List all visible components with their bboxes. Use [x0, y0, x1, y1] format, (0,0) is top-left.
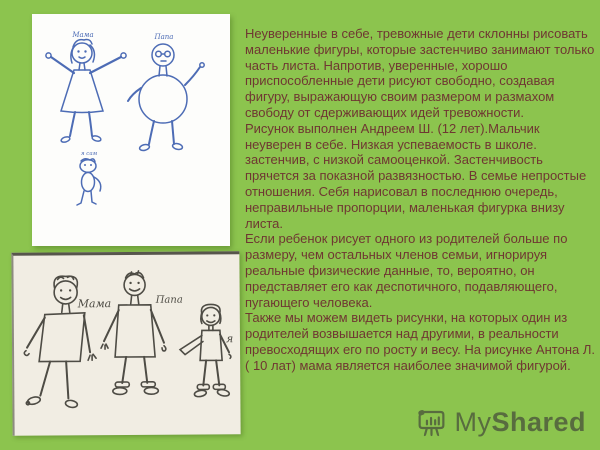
child-figure	[180, 304, 234, 397]
mama-leg-left	[40, 362, 50, 396]
mama-arm-right	[84, 315, 90, 352]
self-head	[80, 160, 96, 173]
child-arm-left	[180, 335, 203, 354]
papa-neck	[131, 295, 139, 304]
brand-shared: Shared	[491, 407, 586, 437]
mama-hair	[54, 276, 77, 288]
mom-leg-left	[70, 112, 75, 136]
papa-torso	[115, 305, 155, 357]
self-leg-right	[91, 191, 96, 204]
child-torso	[200, 330, 222, 360]
dad-arm-right	[185, 67, 200, 85]
papa-leg-left	[122, 357, 126, 383]
myshared-watermark[interactable]	[416, 407, 586, 438]
papa-label: Папа	[155, 294, 183, 306]
mama-leg-right	[66, 361, 68, 398]
dad-label: Папа	[154, 33, 174, 41]
flipchart-chart-icon	[416, 407, 447, 438]
mom-neck	[79, 63, 85, 70]
child-leg-right	[216, 360, 219, 385]
self-figure	[77, 151, 101, 205]
slide-text-block	[245, 26, 596, 374]
mom-leg-right	[89, 112, 92, 136]
papa-figure	[100, 271, 183, 395]
mama-head	[54, 281, 77, 304]
body-text-paragraph-3: Если ребенок рисует одного из родителей больше по размеру, чем остальных членов семьи, игнорируя реальные физические данные, то, вероятно, он представляет его как деспотичного, подавляющего, пугающего человека.	[245, 231, 568, 310]
mom-arm-right	[90, 57, 121, 73]
top-drawing	[32, 14, 230, 246]
dad-leg-right	[172, 121, 174, 144]
dad-figure	[128, 33, 204, 151]
mama-neck	[62, 304, 70, 313]
mom-figure	[46, 31, 126, 143]
brand-my: My	[454, 407, 492, 437]
self-label: я сам	[80, 151, 98, 157]
mom-head	[72, 43, 92, 63]
self-leg-left	[77, 191, 84, 205]
mom-label: Мама	[72, 31, 94, 39]
mama-figure	[24, 276, 112, 409]
papa-leg-right	[144, 357, 147, 383]
bottom-drawing	[13, 254, 240, 436]
myshared-brand-text	[454, 409, 586, 436]
mama-torso	[39, 313, 85, 362]
body-text-paragraph-1: Неуверенные в себе, тревожные дети склонны рисовать маленькие фигуры, которые застенчиво занимают только часть листа. Напротив, уверенные, хорошо приспособленные дети рисуют свободно, создавая фигуру, выражающую своим размером и размахом свободу от сдерживающих идей тревожности.	[245, 26, 595, 120]
child-leg-left	[203, 360, 206, 385]
self-body	[82, 173, 95, 192]
top-drawing-sheet	[32, 14, 230, 246]
mama-label: Мама	[77, 297, 112, 311]
body-text-paragraph-4: Также мы можем видеть рисунки, на которых один из родителей возвышается над другими, в реальности превосходящих его по росту и весу. На рисунке Антона Л. ( 10 лат) мама является наиболее значимой фигурой.	[245, 310, 595, 373]
child-label: я	[225, 332, 234, 346]
dad-leg-left	[149, 121, 154, 144]
bottom-drawing-sheet	[11, 251, 240, 436]
dad-body	[139, 75, 187, 123]
mom-dress	[61, 70, 103, 113]
papa-head	[124, 274, 145, 295]
body-text-paragraph-2: Рисунок выполнен Андреем Ш. (12 лет).Мальчик неуверен в себе. Низкая успеваемость в школе. застенчив, с низкой самооценкой. Застенчивость прячется за показной развязностью. В семье непростые отношения. Себя нарисовал в последнюю очередь, неправильные пропорции, маленькая фигурка внизу листа.	[245, 120, 587, 231]
